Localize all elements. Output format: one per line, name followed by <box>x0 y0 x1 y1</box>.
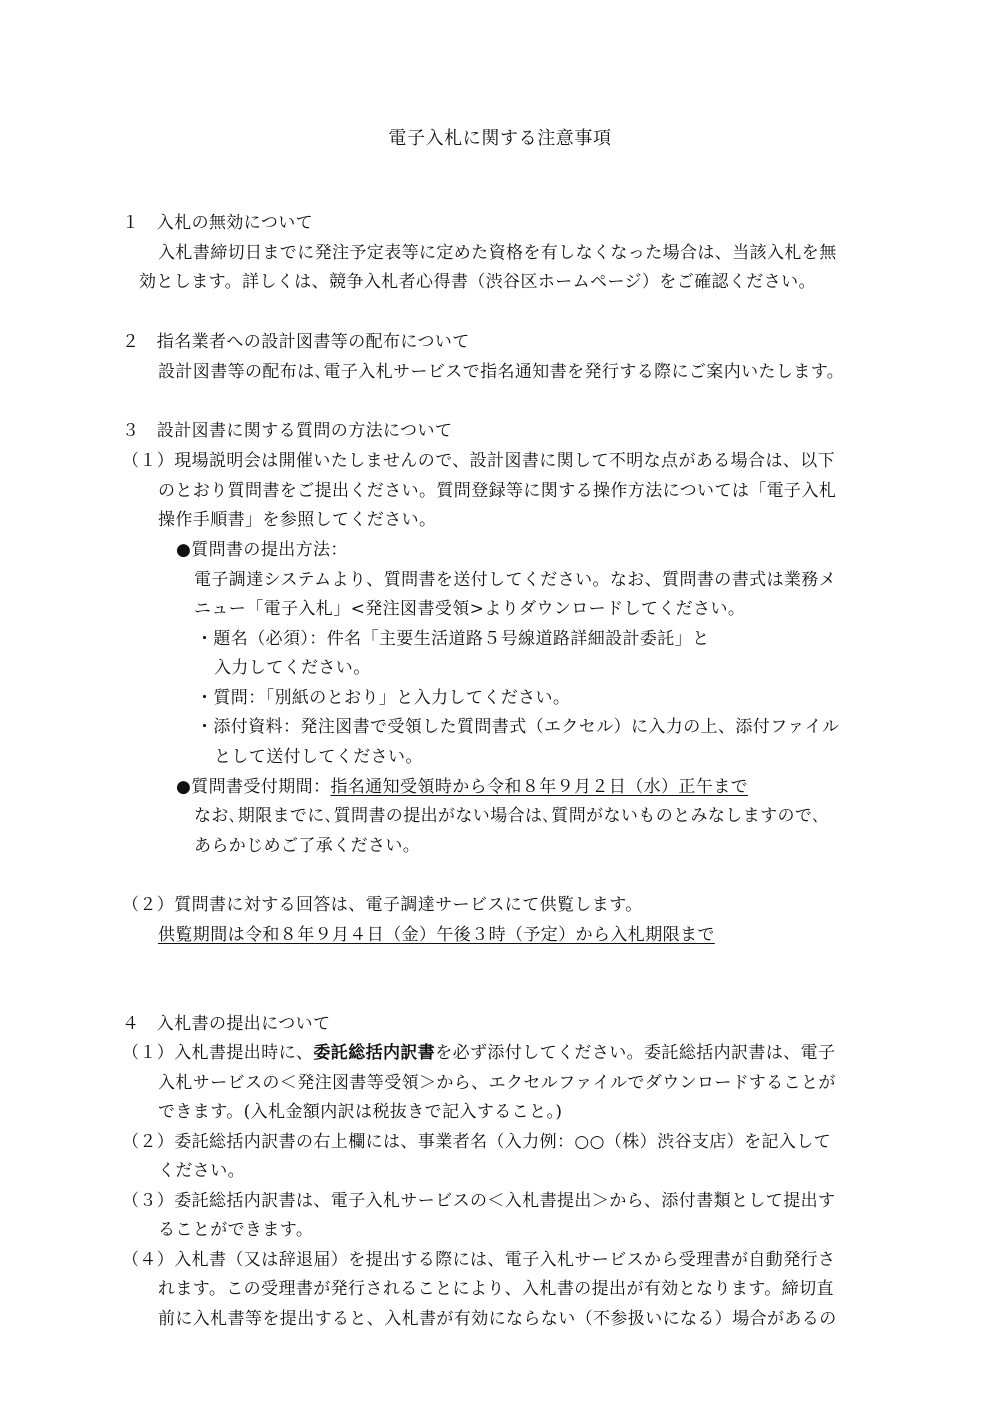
section-4-item-3-line: （３）委託総括内訳書は、電子入札サービスの＜入札書提出＞から、添付書類として提出す <box>122 1191 836 1211</box>
section-1-text-line: 効とします。詳しくは、競争入札者心得書（渋谷区ホームページ）をご確認ください。 <box>139 272 816 292</box>
section-2-heading: ２ 指名業者への設計図書等の配布について <box>122 332 470 352</box>
section-1-text-line: 入札書締切日までに発注予定表等に定めた資格を有しなくなった場合は、当該入札を無 <box>158 243 837 263</box>
section-4-item-4-line: （４）入札書（又は辞退届）を提出する際には、電子入札サービスから受理書が自動発行さ <box>122 1250 836 1270</box>
section-4-item-2-line: （２）委託総括内訳書の右上欄には、事業者名（入力例：○○（株）渋谷支店）を記入して <box>122 1132 832 1152</box>
section-3-heading: ３ 設計図書に関する質問の方法について <box>122 421 453 441</box>
bullet-subject: ・題名（必須）：件名「主要生活道路５号線道路詳細設計委託」と <box>196 629 710 649</box>
section-4-item-1-line: できます。(入札金額内訳は税抜きで記入すること。) <box>158 1102 563 1122</box>
bullet-subject-continued: 入力してください。 <box>214 658 371 678</box>
deadline-note-line: なお､期限までに､質問書の提出がない場合は､質問がないものとみなしますので､ <box>194 806 822 826</box>
viewing-period: 供覧期間は令和８年９月４日（金）午後３時（予定）から入札期限まで <box>158 925 715 945</box>
bullet-attachment: ・添付資料：発注図書で受領した質問書式（エクセル）に入力の上、添付ファイル <box>196 717 840 737</box>
bullet-question: ・質問：「別紙のとおり」と入力してください。 <box>196 688 571 708</box>
item-1-prefix: （１）入札書提出時に、 <box>122 1043 314 1063</box>
item-1-emphasis: 委託総括内訳書 <box>313 1043 436 1063</box>
submission-method-text-line: ニュー「電子入札」<発注図書受領>よりダウンロードしてください。 <box>194 599 746 619</box>
item-1-suffix: を必ず添付してください。委託総括内訳書は、電子 <box>435 1043 836 1063</box>
acceptance-period-label: ●質問書受付期間： <box>176 777 331 797</box>
section-4-item-2-line: ください。 <box>158 1161 245 1181</box>
submission-method-label: ●質問書の提出方法： <box>176 540 348 560</box>
section-3-paragraph-1-line: （１）現場説明会は開催いたしませんので、設計図書に関して不明な点がある場合は、以下 <box>122 451 836 471</box>
acceptance-period-line <box>176 776 748 798</box>
deadline-note-line: あらかじめご了承ください。 <box>194 836 421 856</box>
bullet-attachment-continued: として送付してください。 <box>214 747 423 767</box>
page-title: 電子入札に関する注意事項 <box>388 128 612 149</box>
section-4-item-4-line: 前に入札書等を提出すると、入札書が有効にならない（不参扱いになる）場合があるの <box>158 1309 837 1329</box>
section-1-heading: １ 入札の無効について <box>122 213 314 233</box>
section-3-paragraph-1-line: のとおり質問書をご提出ください。質問登録等に関する操作方法については「電子入札 <box>158 481 837 501</box>
section-4-item-4-line: れます。この受理書が発行されることにより、入札書の提出が有効となります。締切直 <box>158 1279 834 1299</box>
section-4-heading: ４ 入札書の提出について <box>122 1014 331 1034</box>
acceptance-period-value: 指名通知受領時から令和８年９月２日（水）正午まで <box>330 777 749 797</box>
section-4-item-1-line: 入札サービスの＜発注図書等受領＞から、エクセルファイルでダウンロードすることが <box>158 1073 836 1093</box>
section-4-item-1-line <box>122 1042 835 1064</box>
section-4-item-3-line: ることができます。 <box>158 1220 314 1240</box>
section-2-text-line: 設計図書等の配布は､電子入札サービスで指名通知書を発行する際にご案内いたします。 <box>158 362 845 382</box>
submission-method-text-line: 電子調達システムより、質問書を送付してください。なお、質問書の書式は業務メ <box>194 570 837 590</box>
section-3-paragraph-1-line: 操作手順書」を参照してください。 <box>158 510 437 530</box>
section-3-paragraph-2-line: （２）質問書に対する回答は、電子調達サービスにて供覧します。 <box>122 895 643 915</box>
